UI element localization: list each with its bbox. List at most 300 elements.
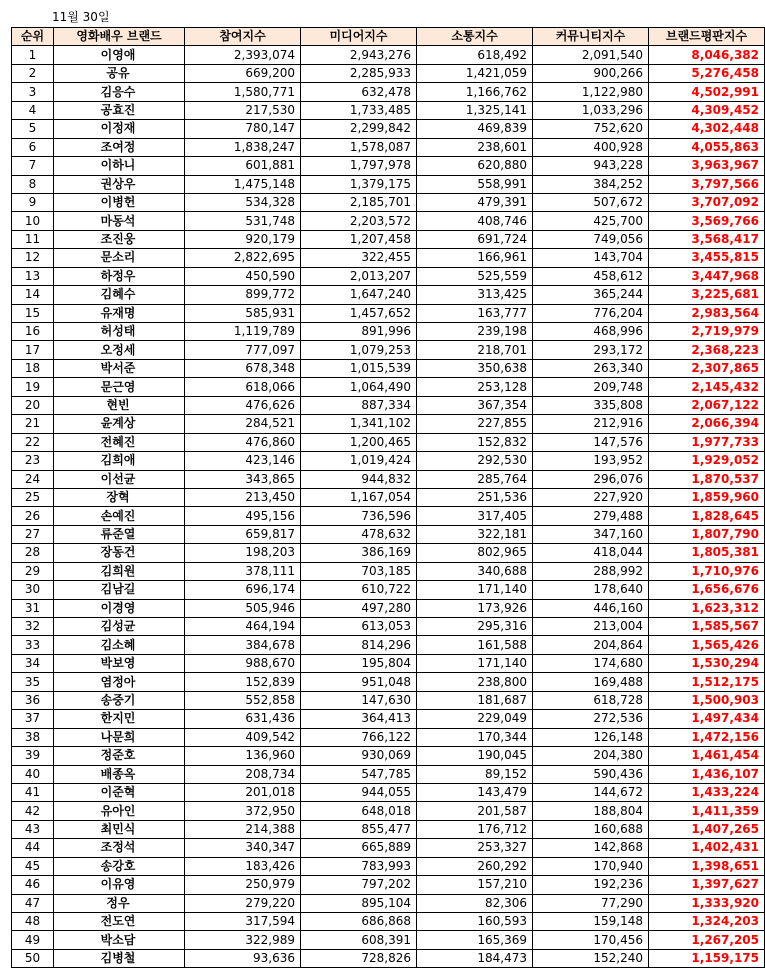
community-cell: 296,076 — [533, 470, 649, 488]
table-row — [12, 120, 765, 138]
participation-cell: 340,347 — [185, 839, 301, 857]
community-cell: 227,920 — [533, 488, 649, 506]
media-cell: 1,341,102 — [301, 415, 417, 433]
rank-cell: 43 — [12, 820, 54, 838]
actor-name-cell: 오정세 — [54, 341, 185, 359]
actor-name-cell: 정준호 — [54, 747, 185, 765]
participation-cell: 659,817 — [185, 525, 301, 543]
actor-name-cell: 이준혁 — [54, 783, 185, 801]
community-cell: 193,952 — [533, 452, 649, 470]
rank-cell: 30 — [12, 581, 54, 599]
header-participation: 참여지수 — [185, 28, 301, 46]
media-cell: 814,296 — [301, 636, 417, 654]
media-cell: 147,630 — [301, 691, 417, 709]
participation-cell: 378,111 — [185, 562, 301, 580]
communication-cell: 201,587 — [417, 802, 533, 820]
participation-cell: 669,200 — [185, 64, 301, 82]
community-cell: 209,748 — [533, 378, 649, 396]
table-row — [12, 839, 765, 857]
table-row — [12, 876, 765, 894]
brand-score-cell: 3,569,766 — [649, 212, 765, 230]
actor-name-cell: 송강호 — [54, 857, 185, 875]
table-row — [12, 230, 765, 248]
community-cell: 160,688 — [533, 820, 649, 838]
media-cell: 608,391 — [301, 931, 417, 949]
communication-cell: 152,832 — [417, 433, 533, 451]
media-cell: 736,596 — [301, 507, 417, 525]
community-cell: 288,992 — [533, 562, 649, 580]
actor-name-cell: 유재명 — [54, 304, 185, 322]
actor-name-cell: 송중기 — [54, 691, 185, 709]
media-cell: 610,722 — [301, 581, 417, 599]
table-row — [12, 654, 765, 672]
table-row — [12, 820, 765, 838]
communication-cell: 802,965 — [417, 544, 533, 562]
communication-cell: 340,688 — [417, 562, 533, 580]
table-row — [12, 341, 765, 359]
actor-name-cell: 김병철 — [54, 949, 185, 967]
actor-name-cell: 김남길 — [54, 581, 185, 599]
community-cell: 147,576 — [533, 433, 649, 451]
rank-cell: 33 — [12, 636, 54, 654]
media-cell: 891,996 — [301, 323, 417, 341]
community-cell: 590,436 — [533, 765, 649, 783]
rank-cell: 6 — [12, 138, 54, 156]
media-cell: 2,203,572 — [301, 212, 417, 230]
brand-score-cell: 1,512,175 — [649, 673, 765, 691]
actor-name-cell: 김혜수 — [54, 286, 185, 304]
community-cell: 272,536 — [533, 710, 649, 728]
actor-name-cell: 김응수 — [54, 83, 185, 101]
brand-score-cell: 1,500,903 — [649, 691, 765, 709]
media-cell: 1,079,253 — [301, 341, 417, 359]
participation-cell: 214,388 — [185, 820, 301, 838]
communication-cell: 157,210 — [417, 876, 533, 894]
communication-cell: 238,800 — [417, 673, 533, 691]
communication-cell: 229,049 — [417, 710, 533, 728]
actor-name-cell: 김소혜 — [54, 636, 185, 654]
communication-cell: 166,961 — [417, 249, 533, 267]
table-row — [12, 747, 765, 765]
participation-cell: 284,521 — [185, 415, 301, 433]
rank-cell: 16 — [12, 323, 54, 341]
community-cell: 279,488 — [533, 507, 649, 525]
brand-score-cell: 3,707,092 — [649, 193, 765, 211]
rank-cell: 15 — [12, 304, 54, 322]
rank-cell: 41 — [12, 783, 54, 801]
brand-score-cell: 1,807,790 — [649, 525, 765, 543]
brand-score-cell: 2,983,564 — [649, 304, 765, 322]
communication-cell: 322,181 — [417, 525, 533, 543]
actor-name-cell: 조정석 — [54, 839, 185, 857]
community-cell: 400,928 — [533, 138, 649, 156]
brand-score-cell: 1,159,175 — [649, 949, 765, 967]
rank-cell: 50 — [12, 949, 54, 967]
brand-score-cell: 1,461,454 — [649, 747, 765, 765]
brand-score-cell: 1,623,312 — [649, 599, 765, 617]
participation-cell: 495,156 — [185, 507, 301, 525]
actor-name-cell: 전도연 — [54, 913, 185, 931]
community-cell: 507,672 — [533, 193, 649, 211]
media-cell: 703,185 — [301, 562, 417, 580]
rank-cell: 26 — [12, 507, 54, 525]
communication-cell: 251,536 — [417, 488, 533, 506]
media-cell: 386,169 — [301, 544, 417, 562]
rank-cell: 23 — [12, 452, 54, 470]
participation-cell: 678,348 — [185, 359, 301, 377]
actor-name-cell: 유아인 — [54, 802, 185, 820]
brand-score-cell: 2,145,432 — [649, 378, 765, 396]
community-cell: 384,252 — [533, 175, 649, 193]
brand-ranking-table — [11, 27, 765, 968]
table-row — [12, 710, 765, 728]
rank-cell: 3 — [12, 83, 54, 101]
communication-cell: 350,638 — [417, 359, 533, 377]
actor-name-cell: 박소담 — [54, 931, 185, 949]
communication-cell: 1,166,762 — [417, 83, 533, 101]
communication-cell: 173,926 — [417, 599, 533, 617]
participation-cell: 534,328 — [185, 193, 301, 211]
rank-cell: 46 — [12, 876, 54, 894]
participation-cell: 201,018 — [185, 783, 301, 801]
date-label: 11월 30일 — [52, 10, 110, 24]
actor-name-cell: 나문희 — [54, 728, 185, 746]
media-cell: 364,413 — [301, 710, 417, 728]
media-cell: 930,069 — [301, 747, 417, 765]
participation-cell: 505,946 — [185, 599, 301, 617]
media-cell: 2,299,842 — [301, 120, 417, 138]
table-row — [12, 894, 765, 912]
communication-cell: 176,712 — [417, 820, 533, 838]
participation-cell: 250,979 — [185, 876, 301, 894]
participation-cell: 1,119,789 — [185, 323, 301, 341]
table-row — [12, 415, 765, 433]
participation-cell: 631,436 — [185, 710, 301, 728]
rank-cell: 2 — [12, 64, 54, 82]
media-cell: 2,185,701 — [301, 193, 417, 211]
media-cell: 944,832 — [301, 470, 417, 488]
brand-score-cell: 1,859,960 — [649, 488, 765, 506]
rank-cell: 37 — [12, 710, 54, 728]
actor-name-cell: 현빈 — [54, 396, 185, 414]
media-cell: 478,632 — [301, 525, 417, 543]
actor-name-cell: 이선균 — [54, 470, 185, 488]
communication-cell: 239,198 — [417, 323, 533, 341]
participation-cell: 279,220 — [185, 894, 301, 912]
table-row — [12, 64, 765, 82]
communication-cell: 313,425 — [417, 286, 533, 304]
table-row — [12, 304, 765, 322]
community-cell: 174,680 — [533, 654, 649, 672]
media-cell: 648,018 — [301, 802, 417, 820]
media-cell: 895,104 — [301, 894, 417, 912]
communication-cell: 160,593 — [417, 913, 533, 931]
actor-name-cell: 이유영 — [54, 876, 185, 894]
actor-name-cell: 권상우 — [54, 175, 185, 193]
brand-score-cell: 1,977,733 — [649, 433, 765, 451]
community-cell: 144,672 — [533, 783, 649, 801]
media-cell: 547,785 — [301, 765, 417, 783]
community-cell: 776,204 — [533, 304, 649, 322]
table-row — [12, 286, 765, 304]
table-row — [12, 267, 765, 285]
communication-cell: 171,140 — [417, 654, 533, 672]
media-cell: 497,280 — [301, 599, 417, 617]
media-cell: 728,826 — [301, 949, 417, 967]
participation-cell: 384,678 — [185, 636, 301, 654]
brand-score-cell: 1,472,156 — [649, 728, 765, 746]
participation-cell: 585,931 — [185, 304, 301, 322]
rank-cell: 34 — [12, 654, 54, 672]
actor-name-cell: 이정재 — [54, 120, 185, 138]
table-row — [12, 728, 765, 746]
rank-cell: 20 — [12, 396, 54, 414]
community-cell: 943,228 — [533, 157, 649, 175]
media-cell: 783,993 — [301, 857, 417, 875]
rank-cell: 31 — [12, 599, 54, 617]
communication-cell: 479,391 — [417, 193, 533, 211]
actor-name-cell: 최민식 — [54, 820, 185, 838]
table-row — [12, 949, 765, 967]
header-brand-score: 브랜드평판지수 — [649, 28, 765, 46]
header-community: 커뮤니티지수 — [533, 28, 649, 46]
communication-cell: 89,152 — [417, 765, 533, 783]
actor-name-cell: 이경영 — [54, 599, 185, 617]
rank-cell: 10 — [12, 212, 54, 230]
table-row — [12, 507, 765, 525]
actor-name-cell: 전혜진 — [54, 433, 185, 451]
brand-score-cell: 3,963,967 — [649, 157, 765, 175]
community-cell: 152,240 — [533, 949, 649, 967]
actor-name-cell: 이병헌 — [54, 193, 185, 211]
media-cell: 855,477 — [301, 820, 417, 838]
rank-cell: 28 — [12, 544, 54, 562]
actor-name-cell: 조진웅 — [54, 230, 185, 248]
media-cell: 766,122 — [301, 728, 417, 746]
table-row — [12, 581, 765, 599]
rank-cell: 27 — [12, 525, 54, 543]
community-cell: 169,488 — [533, 673, 649, 691]
rank-cell: 9 — [12, 193, 54, 211]
brand-score-cell: 3,447,968 — [649, 267, 765, 285]
community-cell: 212,916 — [533, 415, 649, 433]
actor-name-cell: 김성균 — [54, 618, 185, 636]
table-row — [12, 452, 765, 470]
participation-cell: 1,838,247 — [185, 138, 301, 156]
brand-score-cell: 1,397,627 — [649, 876, 765, 894]
media-cell: 1,578,087 — [301, 138, 417, 156]
participation-cell: 899,772 — [185, 286, 301, 304]
brand-score-cell: 2,719,979 — [649, 323, 765, 341]
participation-cell: 317,594 — [185, 913, 301, 931]
table-row — [12, 249, 765, 267]
rank-cell: 49 — [12, 931, 54, 949]
table-row — [12, 802, 765, 820]
participation-cell: 552,858 — [185, 691, 301, 709]
table-row — [12, 525, 765, 543]
media-cell: 1,457,652 — [301, 304, 417, 322]
community-cell: 143,704 — [533, 249, 649, 267]
rank-cell: 35 — [12, 673, 54, 691]
rank-cell: 14 — [12, 286, 54, 304]
communication-cell: 285,764 — [417, 470, 533, 488]
participation-cell: 777,097 — [185, 341, 301, 359]
community-cell: 365,244 — [533, 286, 649, 304]
community-cell: 1,033,296 — [533, 101, 649, 119]
media-cell: 1,797,978 — [301, 157, 417, 175]
community-cell: 900,266 — [533, 64, 649, 82]
brand-score-cell: 1,402,431 — [649, 839, 765, 857]
media-cell: 665,889 — [301, 839, 417, 857]
rank-cell: 45 — [12, 857, 54, 875]
community-cell: 142,868 — [533, 839, 649, 857]
table-row — [12, 673, 765, 691]
community-cell: 1,122,980 — [533, 83, 649, 101]
rank-cell: 24 — [12, 470, 54, 488]
community-cell: 335,808 — [533, 396, 649, 414]
brand-score-cell: 4,055,863 — [649, 138, 765, 156]
brand-score-cell: 1,710,976 — [649, 562, 765, 580]
brand-score-cell: 1,497,434 — [649, 710, 765, 728]
communication-cell: 165,369 — [417, 931, 533, 949]
media-cell: 1,379,175 — [301, 175, 417, 193]
rank-cell: 29 — [12, 562, 54, 580]
rank-cell: 4 — [12, 101, 54, 119]
actor-name-cell: 허성태 — [54, 323, 185, 341]
participation-cell: 372,950 — [185, 802, 301, 820]
rank-cell: 42 — [12, 802, 54, 820]
media-cell: 2,013,207 — [301, 267, 417, 285]
actor-name-cell: 문소리 — [54, 249, 185, 267]
participation-cell: 183,426 — [185, 857, 301, 875]
rank-cell: 12 — [12, 249, 54, 267]
communication-cell: 163,777 — [417, 304, 533, 322]
participation-cell: 343,865 — [185, 470, 301, 488]
community-cell: 213,004 — [533, 618, 649, 636]
community-cell: 2,091,540 — [533, 46, 649, 64]
communication-cell: 691,724 — [417, 230, 533, 248]
header-communication: 소통지수 — [417, 28, 533, 46]
brand-score-cell: 2,368,223 — [649, 341, 765, 359]
media-cell: 951,048 — [301, 673, 417, 691]
community-cell: 77,290 — [533, 894, 649, 912]
communication-cell: 1,421,059 — [417, 64, 533, 82]
actor-name-cell: 장혁 — [54, 488, 185, 506]
participation-cell: 152,839 — [185, 673, 301, 691]
communication-cell: 408,746 — [417, 212, 533, 230]
header-media: 미디어지수 — [301, 28, 417, 46]
rank-cell: 1 — [12, 46, 54, 64]
header-actor: 영화배우 브랜드 — [54, 28, 185, 46]
table-row — [12, 636, 765, 654]
actor-name-cell: 마동석 — [54, 212, 185, 230]
rank-cell: 22 — [12, 433, 54, 451]
brand-score-cell: 1,805,381 — [649, 544, 765, 562]
table-row — [12, 470, 765, 488]
table-row — [12, 175, 765, 193]
participation-cell: 322,989 — [185, 931, 301, 949]
actor-name-cell: 염정아 — [54, 673, 185, 691]
brand-score-cell: 1,436,107 — [649, 765, 765, 783]
table-row — [12, 433, 765, 451]
community-cell: 126,148 — [533, 728, 649, 746]
media-cell: 944,055 — [301, 783, 417, 801]
community-cell: 159,148 — [533, 913, 649, 931]
brand-score-cell: 1,333,920 — [649, 894, 765, 912]
rank-cell: 32 — [12, 618, 54, 636]
media-cell: 195,804 — [301, 654, 417, 672]
community-cell: 618,728 — [533, 691, 649, 709]
participation-cell: 696,174 — [185, 581, 301, 599]
communication-cell: 218,701 — [417, 341, 533, 359]
actor-name-cell: 박보영 — [54, 654, 185, 672]
participation-cell: 2,822,695 — [185, 249, 301, 267]
table-row — [12, 857, 765, 875]
brand-score-cell: 1,585,567 — [649, 618, 765, 636]
community-cell: 170,940 — [533, 857, 649, 875]
brand-score-cell: 1,929,052 — [649, 452, 765, 470]
rank-cell: 17 — [12, 341, 54, 359]
actor-name-cell: 윤계상 — [54, 415, 185, 433]
communication-cell: 1,325,141 — [417, 101, 533, 119]
communication-cell: 181,687 — [417, 691, 533, 709]
communication-cell: 469,839 — [417, 120, 533, 138]
table-row — [12, 323, 765, 341]
media-cell: 887,334 — [301, 396, 417, 414]
media-cell: 1,200,465 — [301, 433, 417, 451]
community-cell: 347,160 — [533, 525, 649, 543]
communication-cell: 525,559 — [417, 267, 533, 285]
communication-cell: 227,855 — [417, 415, 533, 433]
brand-score-cell: 2,066,394 — [649, 415, 765, 433]
community-cell: 293,172 — [533, 341, 649, 359]
community-cell: 425,700 — [533, 212, 649, 230]
media-cell: 686,868 — [301, 913, 417, 931]
actor-name-cell: 김희원 — [54, 562, 185, 580]
brand-score-cell: 4,309,452 — [649, 101, 765, 119]
brand-score-cell: 1,398,651 — [649, 857, 765, 875]
communication-cell: 367,354 — [417, 396, 533, 414]
participation-cell: 198,203 — [185, 544, 301, 562]
participation-cell: 2,393,074 — [185, 46, 301, 64]
community-cell: 178,640 — [533, 581, 649, 599]
rank-cell: 8 — [12, 175, 54, 193]
participation-cell: 1,475,148 — [185, 175, 301, 193]
brand-score-cell: 4,302,448 — [649, 120, 765, 138]
participation-cell: 476,860 — [185, 433, 301, 451]
media-cell: 613,053 — [301, 618, 417, 636]
participation-cell: 450,590 — [185, 267, 301, 285]
rank-cell: 5 — [12, 120, 54, 138]
communication-cell: 253,327 — [417, 839, 533, 857]
media-cell: 1,167,054 — [301, 488, 417, 506]
table-row — [12, 618, 765, 636]
brand-score-cell: 1,530,294 — [649, 654, 765, 672]
participation-cell: 93,636 — [185, 949, 301, 967]
actor-name-cell: 배종옥 — [54, 765, 185, 783]
communication-cell: 161,588 — [417, 636, 533, 654]
media-cell: 322,455 — [301, 249, 417, 267]
community-cell: 188,804 — [533, 802, 649, 820]
table-row — [12, 359, 765, 377]
communication-cell: 317,405 — [417, 507, 533, 525]
media-cell: 632,478 — [301, 83, 417, 101]
table-row — [12, 562, 765, 580]
media-cell: 1,207,458 — [301, 230, 417, 248]
brand-score-cell: 3,225,681 — [649, 286, 765, 304]
communication-cell: 618,492 — [417, 46, 533, 64]
actor-name-cell: 류준열 — [54, 525, 185, 543]
